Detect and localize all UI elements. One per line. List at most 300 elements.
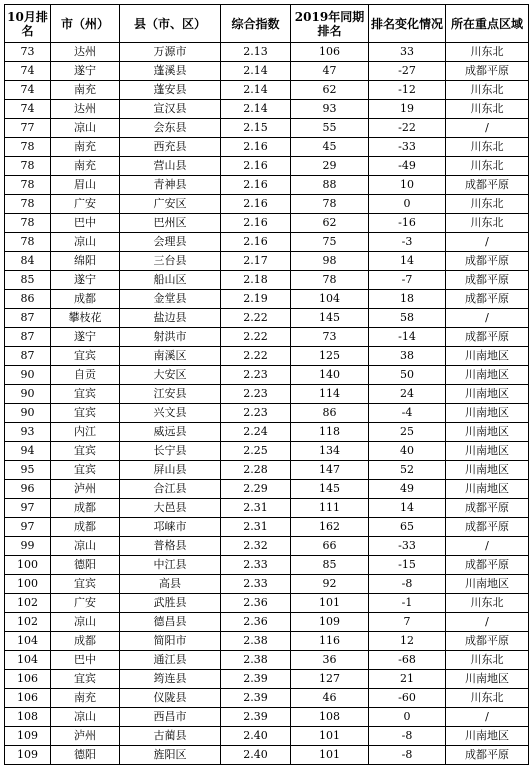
cell-rank: 78 <box>5 233 51 252</box>
table-row <box>5 499 529 518</box>
cell-rank-change: 21 <box>369 670 446 689</box>
table-row <box>5 195 529 214</box>
table-row <box>5 746 529 765</box>
cell-region: 成都平原 <box>446 328 529 347</box>
cell-rank-change: -22 <box>369 119 446 138</box>
cell-index: 2.29 <box>221 480 291 499</box>
cell-region: 成都平原 <box>446 499 529 518</box>
cell-region: 川南地区 <box>446 423 529 442</box>
table-row <box>5 347 529 366</box>
cell-city: 南充 <box>51 689 120 708</box>
cell-county: 大安区 <box>120 366 221 385</box>
cell-index: 2.19 <box>221 290 291 309</box>
cell-region: 川南地区 <box>446 347 529 366</box>
cell-index: 2.23 <box>221 366 291 385</box>
cell-region: 川南地区 <box>446 442 529 461</box>
cell-region: 川南地区 <box>446 366 529 385</box>
cell-city: 攀枝花 <box>51 309 120 328</box>
cell-rank: 102 <box>5 613 51 632</box>
cell-county: 南溪区 <box>120 347 221 366</box>
cell-rank: 74 <box>5 100 51 119</box>
cell-region: 成都平原 <box>446 632 529 651</box>
cell-rank-2019: 29 <box>291 157 369 176</box>
cell-region: 川东北 <box>446 214 529 233</box>
cell-county: 会东县 <box>120 119 221 138</box>
cell-index: 2.22 <box>221 328 291 347</box>
cell-county: 威远县 <box>120 423 221 442</box>
cell-region: / <box>446 708 529 727</box>
cell-rank-change: 49 <box>369 480 446 499</box>
table-row <box>5 613 529 632</box>
cell-rank-2019: 47 <box>291 62 369 81</box>
cell-rank: 100 <box>5 556 51 575</box>
cell-index: 2.36 <box>221 594 291 613</box>
cell-rank-2019: 78 <box>291 271 369 290</box>
cell-index: 2.16 <box>221 233 291 252</box>
cell-rank-2019: 134 <box>291 442 369 461</box>
cell-rank-change: 50 <box>369 366 446 385</box>
cell-rank: 90 <box>5 385 51 404</box>
cell-region: / <box>446 613 529 632</box>
cell-rank-2019: 93 <box>291 100 369 119</box>
cell-rank: 102 <box>5 594 51 613</box>
table-row <box>5 689 529 708</box>
cell-rank-2019: 66 <box>291 537 369 556</box>
cell-rank: 78 <box>5 195 51 214</box>
cell-rank-2019: 116 <box>291 632 369 651</box>
cell-county: 会理县 <box>120 233 221 252</box>
header-rank-2019: 2019年同期排名 <box>291 5 369 43</box>
cell-rank-change: 24 <box>369 385 446 404</box>
cell-rank: 96 <box>5 480 51 499</box>
cell-region: 川东北 <box>446 195 529 214</box>
cell-rank-2019: 108 <box>291 708 369 727</box>
table-row <box>5 328 529 347</box>
table-header-row <box>5 5 529 43</box>
cell-rank: 84 <box>5 252 51 271</box>
table-row <box>5 385 529 404</box>
cell-county: 邛崃市 <box>120 518 221 537</box>
cell-region: 川南地区 <box>446 727 529 746</box>
cell-rank-2019: 118 <box>291 423 369 442</box>
cell-county: 简阳市 <box>120 632 221 651</box>
cell-city: 遂宁 <box>51 328 120 347</box>
cell-city: 凉山 <box>51 537 120 556</box>
cell-region: / <box>446 233 529 252</box>
cell-rank-change: 40 <box>369 442 446 461</box>
cell-rank-change: 10 <box>369 176 446 195</box>
cell-rank-2019: 106 <box>291 43 369 62</box>
table-row <box>5 214 529 233</box>
cell-rank-2019: 162 <box>291 518 369 537</box>
cell-city: 遂宁 <box>51 271 120 290</box>
cell-rank: 74 <box>5 62 51 81</box>
table-row <box>5 461 529 480</box>
cell-county: 万源市 <box>120 43 221 62</box>
cell-rank-2019: 140 <box>291 366 369 385</box>
cell-city: 宜宾 <box>51 385 120 404</box>
cell-county: 屏山县 <box>120 461 221 480</box>
cell-region: 川南地区 <box>446 480 529 499</box>
cell-rank-change: 58 <box>369 309 446 328</box>
cell-rank-2019: 147 <box>291 461 369 480</box>
table-row <box>5 727 529 746</box>
cell-county: 长宁县 <box>120 442 221 461</box>
cell-city: 南充 <box>51 157 120 176</box>
cell-rank-2019: 145 <box>291 309 369 328</box>
table-row <box>5 556 529 575</box>
header-county: 县（市、区） <box>120 5 221 43</box>
table-row <box>5 233 529 252</box>
cell-rank-change: -8 <box>369 727 446 746</box>
table-row <box>5 594 529 613</box>
cell-rank: 106 <box>5 670 51 689</box>
table-row <box>5 62 529 81</box>
table-row <box>5 651 529 670</box>
cell-region: 成都平原 <box>446 518 529 537</box>
cell-city: 宜宾 <box>51 575 120 594</box>
table-row <box>5 480 529 499</box>
cell-rank: 104 <box>5 632 51 651</box>
cell-rank-change: 14 <box>369 252 446 271</box>
cell-rank-change: -4 <box>369 404 446 423</box>
cell-rank-2019: 86 <box>291 404 369 423</box>
cell-city: 遂宁 <box>51 62 120 81</box>
cell-rank: 108 <box>5 708 51 727</box>
cell-rank-2019: 101 <box>291 594 369 613</box>
cell-rank: 74 <box>5 81 51 100</box>
cell-index: 2.16 <box>221 138 291 157</box>
cell-region: 成都平原 <box>446 271 529 290</box>
cell-rank-change: -14 <box>369 328 446 347</box>
cell-county: 古蔺县 <box>120 727 221 746</box>
cell-city: 泸州 <box>51 480 120 499</box>
cell-rank-change: -15 <box>369 556 446 575</box>
cell-rank: 93 <box>5 423 51 442</box>
cell-county: 三台县 <box>120 252 221 271</box>
cell-rank-2019: 36 <box>291 651 369 670</box>
cell-rank-change: -3 <box>369 233 446 252</box>
cell-county: 普格县 <box>120 537 221 556</box>
table-row <box>5 81 529 100</box>
cell-rank-2019: 127 <box>291 670 369 689</box>
cell-city: 成都 <box>51 518 120 537</box>
cell-county: 中江县 <box>120 556 221 575</box>
cell-county: 蓬溪县 <box>120 62 221 81</box>
table-row <box>5 575 529 594</box>
cell-index: 2.39 <box>221 708 291 727</box>
cell-rank: 97 <box>5 499 51 518</box>
cell-index: 2.24 <box>221 423 291 442</box>
cell-index: 2.14 <box>221 62 291 81</box>
cell-city: 宜宾 <box>51 670 120 689</box>
cell-region: / <box>446 119 529 138</box>
cell-county: 合江县 <box>120 480 221 499</box>
table-row <box>5 252 529 271</box>
cell-city: 宜宾 <box>51 442 120 461</box>
cell-region: 川东北 <box>446 81 529 100</box>
table-row <box>5 271 529 290</box>
cell-region: / <box>446 537 529 556</box>
cell-rank-change: -7 <box>369 271 446 290</box>
cell-index: 2.16 <box>221 195 291 214</box>
cell-index: 2.39 <box>221 670 291 689</box>
cell-city: 泸州 <box>51 727 120 746</box>
cell-rank: 95 <box>5 461 51 480</box>
cell-county: 营山县 <box>120 157 221 176</box>
table-row <box>5 43 529 62</box>
cell-rank-change: 14 <box>369 499 446 518</box>
cell-index: 2.23 <box>221 404 291 423</box>
cell-rank-2019: 62 <box>291 81 369 100</box>
cell-city: 绵阳 <box>51 252 120 271</box>
cell-rank-change: 19 <box>369 100 446 119</box>
header-composite-index: 综合指数 <box>221 5 291 43</box>
cell-rank-2019: 114 <box>291 385 369 404</box>
cell-index: 2.28 <box>221 461 291 480</box>
cell-county: 盐边县 <box>120 309 221 328</box>
cell-rank: 104 <box>5 651 51 670</box>
cell-county: 巴州区 <box>120 214 221 233</box>
cell-county: 兴文县 <box>120 404 221 423</box>
cell-region: 川南地区 <box>446 461 529 480</box>
cell-rank-change: -12 <box>369 81 446 100</box>
cell-rank: 77 <box>5 119 51 138</box>
cell-index: 2.16 <box>221 214 291 233</box>
cell-index: 2.22 <box>221 309 291 328</box>
table-row <box>5 632 529 651</box>
cell-rank-change: 52 <box>369 461 446 480</box>
cell-region: 川东北 <box>446 157 529 176</box>
cell-region: 川东北 <box>446 689 529 708</box>
cell-rank-2019: 125 <box>291 347 369 366</box>
cell-city: 成都 <box>51 499 120 518</box>
cell-rank-change: -33 <box>369 138 446 157</box>
cell-city: 巴中 <box>51 651 120 670</box>
cell-county: 通江县 <box>120 651 221 670</box>
cell-city: 达州 <box>51 100 120 119</box>
cell-rank: 99 <box>5 537 51 556</box>
cell-rank-2019: 101 <box>291 727 369 746</box>
cell-index: 2.23 <box>221 385 291 404</box>
cell-region: 川东北 <box>446 651 529 670</box>
cell-county: 青神县 <box>120 176 221 195</box>
cell-rank-2019: 55 <box>291 119 369 138</box>
table-row <box>5 176 529 195</box>
table-row <box>5 423 529 442</box>
cell-index: 2.15 <box>221 119 291 138</box>
cell-rank-2019: 78 <box>291 195 369 214</box>
table-row <box>5 518 529 537</box>
ranking-table <box>4 4 529 765</box>
cell-index: 2.13 <box>221 43 291 62</box>
cell-rank-change: -33 <box>369 537 446 556</box>
cell-rank: 106 <box>5 689 51 708</box>
cell-region: 川南地区 <box>446 404 529 423</box>
cell-rank: 87 <box>5 328 51 347</box>
cell-region: 成都平原 <box>446 252 529 271</box>
cell-rank-change: -1 <box>369 594 446 613</box>
header-key-region: 所在重点区域 <box>446 5 529 43</box>
cell-index: 2.16 <box>221 157 291 176</box>
cell-county: 西充县 <box>120 138 221 157</box>
cell-city: 广安 <box>51 594 120 613</box>
cell-city: 成都 <box>51 290 120 309</box>
table-row <box>5 290 529 309</box>
cell-rank-2019: 109 <box>291 613 369 632</box>
cell-city: 达州 <box>51 43 120 62</box>
cell-city: 凉山 <box>51 233 120 252</box>
cell-rank-change: -8 <box>369 746 446 765</box>
cell-rank: 94 <box>5 442 51 461</box>
table-row <box>5 366 529 385</box>
cell-rank-change: -8 <box>369 575 446 594</box>
cell-rank-change: 0 <box>369 708 446 727</box>
table-row <box>5 442 529 461</box>
cell-city: 广安 <box>51 195 120 214</box>
cell-region: 成都平原 <box>446 176 529 195</box>
cell-region: 川南地区 <box>446 670 529 689</box>
cell-rank: 87 <box>5 309 51 328</box>
cell-city: 巴中 <box>51 214 120 233</box>
cell-region: / <box>446 309 529 328</box>
cell-city: 德阳 <box>51 746 120 765</box>
table-row <box>5 537 529 556</box>
cell-city: 眉山 <box>51 176 120 195</box>
cell-index: 2.40 <box>221 727 291 746</box>
cell-rank: 78 <box>5 214 51 233</box>
cell-rank-2019: 98 <box>291 252 369 271</box>
table-row <box>5 138 529 157</box>
cell-city: 凉山 <box>51 613 120 632</box>
cell-city: 宜宾 <box>51 347 120 366</box>
cell-index: 2.36 <box>221 613 291 632</box>
cell-rank: 90 <box>5 366 51 385</box>
table-row <box>5 157 529 176</box>
cell-index: 2.25 <box>221 442 291 461</box>
cell-rank-change: -60 <box>369 689 446 708</box>
cell-index: 2.38 <box>221 632 291 651</box>
cell-index: 2.33 <box>221 556 291 575</box>
cell-rank-2019: 92 <box>291 575 369 594</box>
cell-county: 江安县 <box>120 385 221 404</box>
cell-county: 金堂县 <box>120 290 221 309</box>
cell-region: 川南地区 <box>446 385 529 404</box>
cell-index: 2.38 <box>221 651 291 670</box>
cell-city: 成都 <box>51 632 120 651</box>
table-row <box>5 404 529 423</box>
cell-rank: 73 <box>5 43 51 62</box>
cell-city: 自贡 <box>51 366 120 385</box>
cell-rank: 97 <box>5 518 51 537</box>
cell-city: 内江 <box>51 423 120 442</box>
cell-rank-2019: 88 <box>291 176 369 195</box>
cell-rank: 85 <box>5 271 51 290</box>
cell-region: 成都平原 <box>446 290 529 309</box>
cell-county: 仪陇县 <box>120 689 221 708</box>
cell-rank: 86 <box>5 290 51 309</box>
cell-rank: 109 <box>5 727 51 746</box>
cell-rank: 90 <box>5 404 51 423</box>
cell-city: 宜宾 <box>51 461 120 480</box>
cell-index: 2.18 <box>221 271 291 290</box>
cell-county: 高县 <box>120 575 221 594</box>
cell-county: 射洪市 <box>120 328 221 347</box>
cell-index: 2.31 <box>221 518 291 537</box>
cell-county: 德昌县 <box>120 613 221 632</box>
cell-index: 2.40 <box>221 746 291 765</box>
cell-county: 船山区 <box>120 271 221 290</box>
cell-city: 南充 <box>51 81 120 100</box>
table-row <box>5 100 529 119</box>
cell-city: 南充 <box>51 138 120 157</box>
cell-rank-change: -16 <box>369 214 446 233</box>
cell-county: 武胜县 <box>120 594 221 613</box>
cell-rank: 78 <box>5 157 51 176</box>
table-row <box>5 670 529 689</box>
cell-rank-2019: 111 <box>291 499 369 518</box>
cell-county: 蓬安县 <box>120 81 221 100</box>
cell-rank-change: 0 <box>369 195 446 214</box>
cell-rank-change: 33 <box>369 43 446 62</box>
cell-rank-2019: 145 <box>291 480 369 499</box>
cell-county: 筠连县 <box>120 670 221 689</box>
cell-rank: 100 <box>5 575 51 594</box>
cell-city: 德阳 <box>51 556 120 575</box>
cell-index: 2.14 <box>221 81 291 100</box>
table-row <box>5 309 529 328</box>
header-rank-change: 排名变化情况 <box>369 5 446 43</box>
cell-region: 川东北 <box>446 138 529 157</box>
cell-region: 川东北 <box>446 43 529 62</box>
cell-rank-2019: 46 <box>291 689 369 708</box>
header-rank-oct: 10月排名 <box>5 5 51 43</box>
cell-rank-change: -27 <box>369 62 446 81</box>
cell-index: 2.39 <box>221 689 291 708</box>
cell-rank-change: -49 <box>369 157 446 176</box>
cell-county: 广安区 <box>120 195 221 214</box>
cell-rank-change: 25 <box>369 423 446 442</box>
cell-region: 川东北 <box>446 594 529 613</box>
cell-rank-2019: 104 <box>291 290 369 309</box>
cell-rank: 87 <box>5 347 51 366</box>
cell-county: 宣汉县 <box>120 100 221 119</box>
cell-rank-2019: 85 <box>291 556 369 575</box>
cell-county: 旌阳区 <box>120 746 221 765</box>
cell-rank-change: -68 <box>369 651 446 670</box>
cell-county: 西昌市 <box>120 708 221 727</box>
cell-rank-2019: 62 <box>291 214 369 233</box>
cell-rank-change: 38 <box>369 347 446 366</box>
cell-region: 川南地区 <box>446 575 529 594</box>
cell-city: 凉山 <box>51 708 120 727</box>
cell-index: 2.33 <box>221 575 291 594</box>
cell-rank-2019: 75 <box>291 233 369 252</box>
cell-index: 2.17 <box>221 252 291 271</box>
cell-index: 2.14 <box>221 100 291 119</box>
cell-county: 大邑县 <box>120 499 221 518</box>
cell-rank-change: 12 <box>369 632 446 651</box>
table-row <box>5 708 529 727</box>
cell-region: 成都平原 <box>446 62 529 81</box>
cell-rank-change: 7 <box>369 613 446 632</box>
cell-rank-2019: 73 <box>291 328 369 347</box>
cell-city: 宜宾 <box>51 404 120 423</box>
cell-region: 成都平原 <box>446 746 529 765</box>
cell-index: 2.16 <box>221 176 291 195</box>
cell-index: 2.32 <box>221 537 291 556</box>
cell-city: 凉山 <box>51 119 120 138</box>
